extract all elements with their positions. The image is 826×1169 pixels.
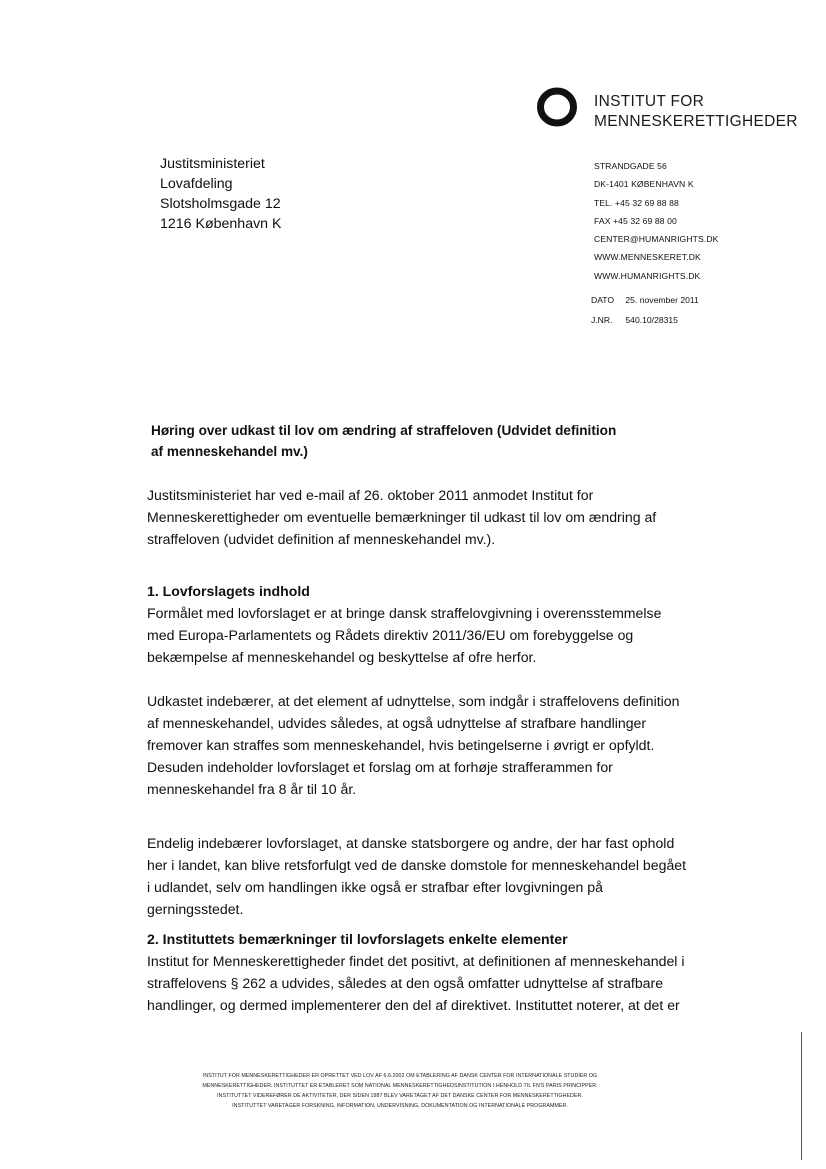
date-value: 25. november 2011	[625, 295, 699, 305]
contact-fax: FAX +45 32 69 88 00	[594, 215, 677, 226]
institute-footer	[140, 1071, 660, 1111]
footer-line: MENNESKERETTIGHEDER. INSTITUTTET ER ETABLERET SOM NATIONAL MENNESKERETTIGHEDSINSTITUTION I HENHOLD TIL FN'S PARIS PRINCIPPER.	[202, 1083, 598, 1089]
recipient-line: Justitsministeriet	[160, 156, 265, 172]
recipient-line: 1216 København K	[160, 216, 282, 232]
contact-email: CENTER@HUMANRIGHTS.DK	[594, 234, 719, 245]
letter-subject: Høring over udkast til lov om ændring af straffeloven (Udvidet definition af menneskehandel mv.)	[151, 423, 617, 459]
institute-logo-icon	[536, 86, 578, 128]
logo-line-1: INSTITUT FOR	[594, 93, 705, 110]
footer-line: INSTITUT FOR MENNESKERETTIGHEDER ER OPRETTET VED LOV AF 6.6.2002 OM ETABLERING AF DANSK CENTER FOR INTERNATIONALE STUDIER OG	[202, 1073, 598, 1079]
contact-website: WWW.MENNESKERET.DK	[594, 252, 701, 263]
journal-label: J.NR.	[591, 315, 613, 325]
letter-meta	[591, 290, 699, 330]
recipient-line: Lovafdeling	[160, 176, 233, 192]
date-row	[591, 290, 699, 310]
section-1-title: 1. Lovforslagets indhold	[147, 583, 310, 599]
intro-paragraph: Justitsministeriet har ved e-mail af 26. oktober 2011 anmodet Institut for Menneskerettigheder om eventuelle bemærkninger til udkast til lov om ændring af straffeloven (udvidet definition af menneskehandel mv.).	[147, 487, 657, 547]
footer-line: INSTITUTTET VARETAGER FORSKNING, INFORMATION, UNDERVISNING, DOKUMENTATION OG INTERNATIONALE PROGRAMMER.	[232, 1103, 568, 1109]
footer-line: INSTITUTTET VIDEREFØRER DE AKTIVITETER, DER SIDEN 1987 BLEV VARETAGET AF DET DANSKE CENTER FOR MENNESKERETTIGHEDER.	[217, 1093, 583, 1099]
sender-contact	[594, 157, 718, 285]
section-1-paragraph-3: Endelig indebærer lovforslaget, at danske statsborgere og andre, der har fast ophold her i landet, kan blive retsforfulgt ved de danske domstole for menneskehandel begået i udlandet, selv om handlingen ikke også er strafbar efter lovgivningen på gerningsstedet.	[147, 835, 687, 917]
contact-phone: TEL. +45 32 69 88 88	[594, 197, 679, 208]
section-1-paragraph-1: Formålet med lovforslaget er at bringe dansk straffelovgivning i overensstemmelse med Europa-Parlamentets og Rådets direktiv 2011/36/EU om forebyggelse og bekæmpelse af menneskehandel og beskyttelse af ofre herfor.	[147, 605, 662, 665]
section-2-paragraph-1: Institut for Menneskerettigheder findet det positivt, at definitionen af menneskehandel i straffelovens § 262 a udvides, således at den også omfatter udnyttelse af strafbare handlinger, og dermed implementerer den del af direktivet. Instituttet noterer, at det er	[147, 953, 685, 1013]
logo-line-2: MENNESKERETTIGHEDER	[594, 113, 798, 130]
contact-city: DK-1401 KØBENHAVN K	[594, 179, 694, 190]
scan-margin-line	[801, 1032, 802, 1160]
journal-row	[591, 310, 699, 330]
contact-website: WWW.HUMANRIGHTS.DK	[594, 270, 701, 281]
contact-street: STRANDGADE 56	[594, 161, 667, 171]
section-2-title: 2. Instituttets bemærkninger til lovforslagets enkelte elementer	[147, 931, 568, 947]
section-1	[147, 580, 687, 668]
section-1-paragraph-2: Udkastet indebærer, at det element af udnyttelse, som indgår i straffelovens definition af menneskehandel, udvides således, at også udnyttelse af strafbare handlinger fremover kan straffes som menneskehandel, hvis betingelserne i øvrigt er opfyldt. Desuden indeholder lovforslaget et forslag om at forhøje strafferammen for menneskehandel fra 8 år til 10 år.	[147, 693, 680, 797]
section-2	[147, 928, 687, 1016]
recipient-address	[160, 154, 281, 234]
date-label: DATO	[591, 295, 615, 305]
journal-value: 540.10/28315	[625, 315, 678, 325]
institute-logo-text	[594, 92, 798, 132]
recipient-line: Slotsholmsgade 12	[160, 196, 281, 212]
